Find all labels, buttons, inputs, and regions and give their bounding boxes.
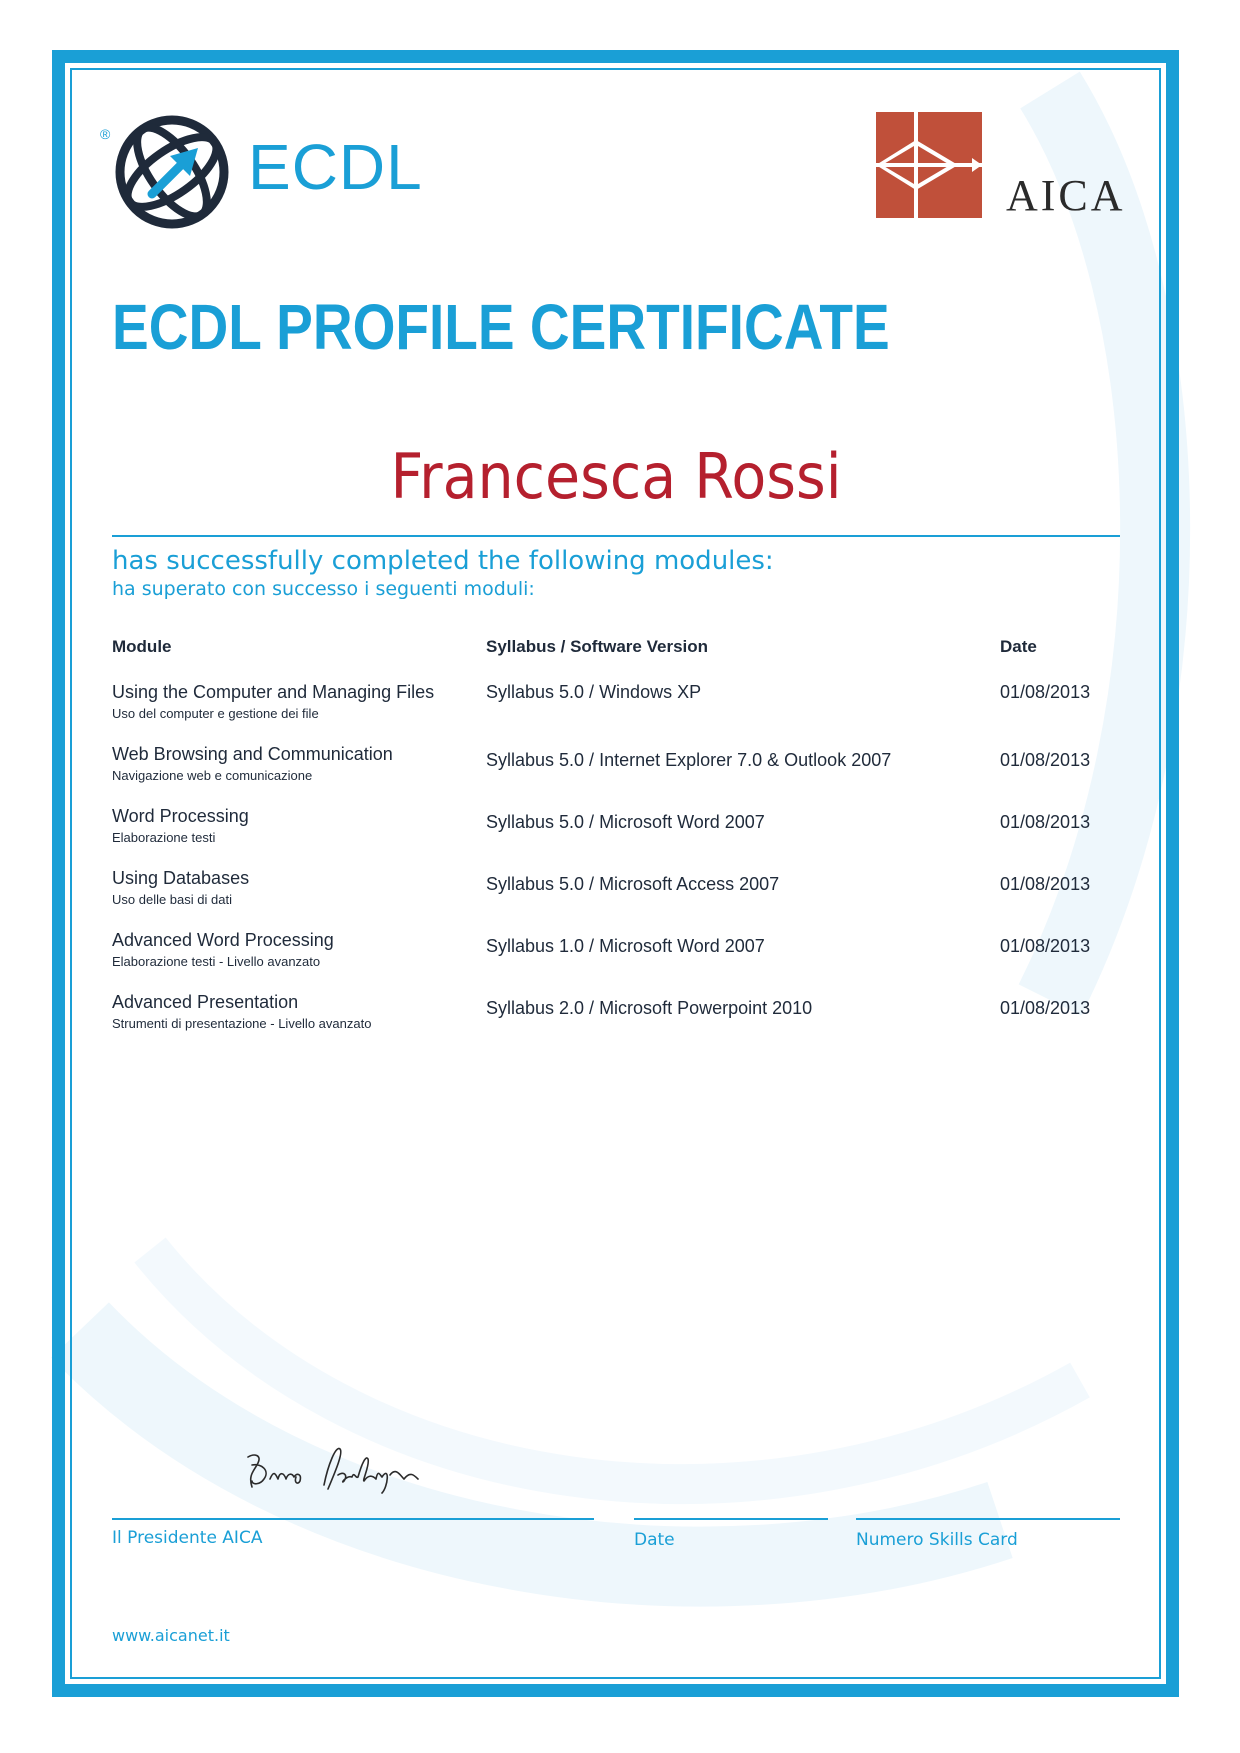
- module-date: 01/08/2013: [1000, 998, 1091, 1018]
- aica-emblem-icon: [876, 112, 986, 218]
- module-date: 01/08/2013: [1000, 874, 1091, 894]
- header-date: Date: [1000, 637, 1037, 656]
- module-syllabus: Syllabus 5.0 / Microsoft Word 2007: [486, 812, 765, 832]
- module-name: Word Processing: [112, 806, 249, 826]
- module-date: 01/08/2013: [1000, 936, 1091, 956]
- date-signature-line: [634, 1518, 828, 1520]
- module-name: Using the Computer and Managing Files: [112, 682, 435, 702]
- table-row: [0, 992, 1240, 1048]
- module-name: Web Browsing and Communication: [112, 744, 393, 764]
- subtitle-english: has successfully completed the following modules:: [112, 546, 774, 576]
- module-name-italian: Strumenti di presentazione - Livello avanzato: [112, 1016, 372, 1031]
- table-row: [0, 682, 1240, 738]
- module-syllabus: Syllabus 5.0 / Windows XP: [486, 682, 702, 702]
- module-name-italian: Uso delle basi di dati: [112, 892, 232, 907]
- module-date: 01/08/2013: [1000, 750, 1091, 770]
- president-label: Il Presidente AICA: [112, 1528, 263, 1548]
- module-syllabus: Syllabus 5.0 / Microsoft Access 2007: [486, 874, 780, 894]
- president-signature-line: [112, 1518, 594, 1520]
- aica-logo: [876, 112, 1136, 222]
- table-row: [0, 930, 1240, 986]
- skills-card-label: Numero Skills Card: [856, 1530, 1018, 1550]
- registered-mark: ®: [100, 126, 111, 142]
- module-name: Using Databases: [112, 868, 250, 888]
- subtitle-italian: ha superato con successo i seguenti moduli:: [112, 578, 535, 600]
- module-syllabus: Syllabus 5.0 / Internet Explorer 7.0 & Outlook 2007: [486, 750, 892, 770]
- module-name: Advanced Word Processing: [112, 930, 334, 950]
- name-divider: [112, 535, 1120, 537]
- website-link[interactable]: www.aicanet.it: [112, 1626, 230, 1645]
- module-name-italian: Navigazione web e comunicazione: [112, 768, 313, 783]
- table-row: [0, 744, 1240, 800]
- module-name-italian: Elaborazione testi: [112, 830, 216, 845]
- table-row: [0, 806, 1240, 862]
- table-row: [0, 868, 1240, 924]
- module-name-italian: Uso del computer e gestione dei file: [112, 706, 319, 721]
- module-name: Advanced Presentation: [112, 992, 299, 1012]
- module-syllabus: Syllabus 2.0 / Microsoft Powerpoint 2010: [486, 998, 813, 1018]
- header-module: Module: [112, 637, 172, 656]
- skills-card-line: [856, 1518, 1120, 1520]
- module-date: 01/08/2013: [1000, 812, 1091, 832]
- header-syllabus: Syllabus / Software Version: [486, 637, 709, 656]
- module-name-italian: Elaborazione testi - Livello avanzato: [112, 954, 321, 969]
- ecdl-wordmark: ECDL: [248, 131, 423, 203]
- ecdl-logo: [100, 112, 440, 242]
- holder-name: Francesca Rossi: [390, 440, 842, 513]
- module-syllabus: Syllabus 1.0 / Microsoft Word 2007: [486, 936, 765, 956]
- certificate-title: ECDL PROFILE CERTIFICATE: [112, 291, 890, 363]
- globe-arrow-icon: [112, 112, 234, 234]
- date-label: Date: [634, 1530, 675, 1550]
- aica-wordmark: AICA: [1006, 171, 1126, 220]
- president-signature: [240, 1435, 440, 1495]
- module-date: 01/08/2013: [1000, 682, 1091, 702]
